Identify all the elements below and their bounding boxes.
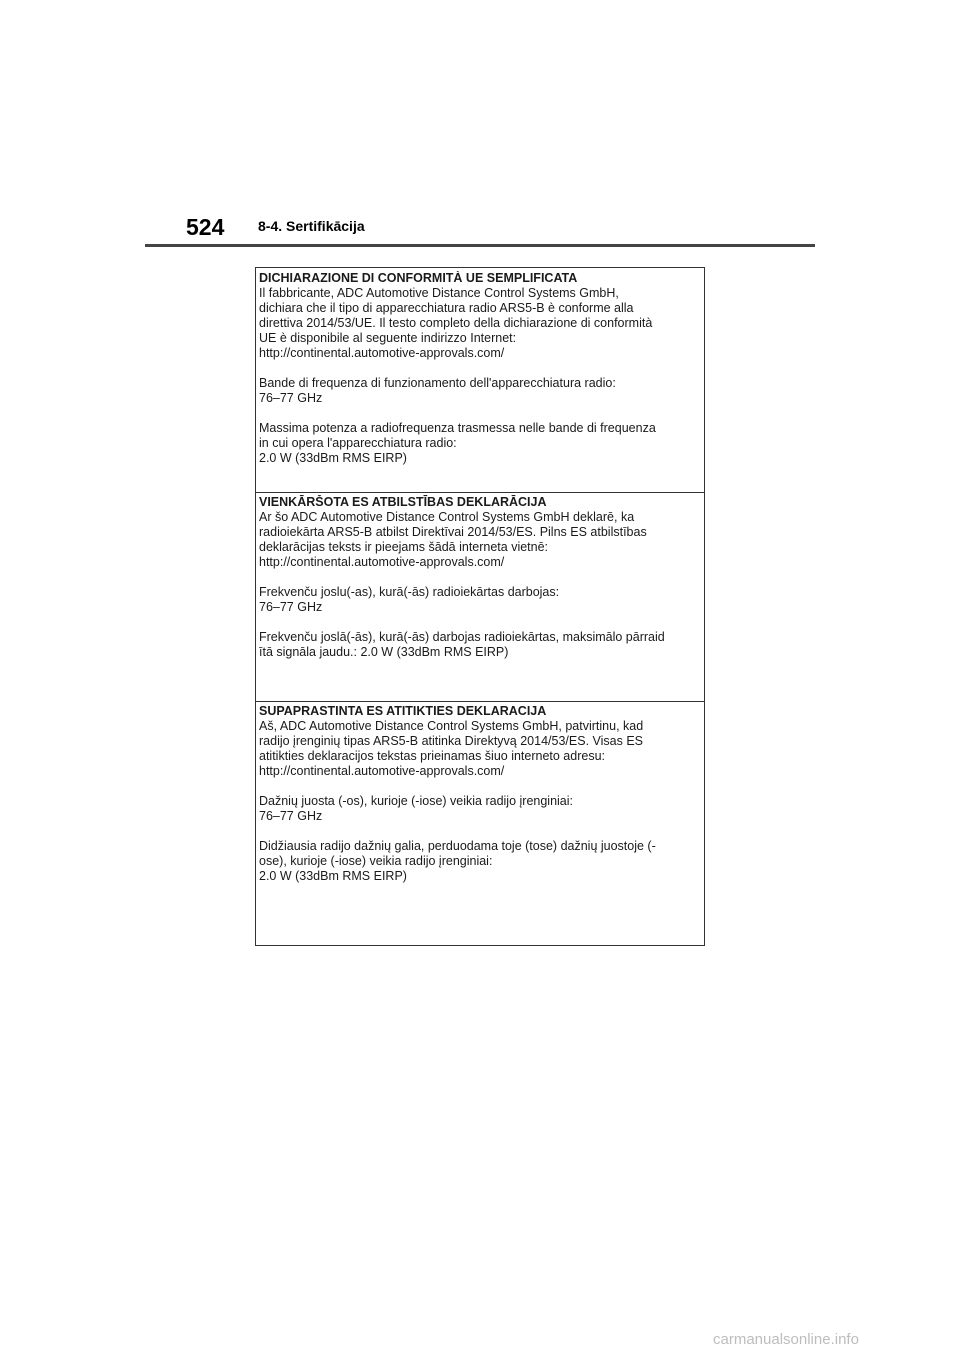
declaration-line: Bande di frequenza di funzionamento dell'apparecchiatura radio: xyxy=(259,376,616,390)
declaration-box xyxy=(255,267,705,946)
power-value: 2.0 W (33dBm RMS EIRP) xyxy=(259,869,407,883)
declaration-line: radioiekārta ARS5-B atbilst Direktīvai 2014/53/ES. Pilns ES atbilstības xyxy=(259,525,647,539)
declaration-line: Ar šo ADC Automotive Distance Control Systems GmbH deklarē, ka xyxy=(259,510,635,524)
declaration-url: http://continental.automotive-approvals.com/ xyxy=(259,555,505,569)
blank-line xyxy=(259,615,704,630)
frequency-value: 76–77 GHz xyxy=(259,809,323,823)
blank-line xyxy=(259,824,704,839)
blank-line xyxy=(259,406,704,421)
declaration-italian xyxy=(256,271,704,466)
declaration-url: http://continental.automotive-approvals.com/ xyxy=(259,764,505,778)
blank-line xyxy=(259,570,704,585)
frequency-value: 76–77 GHz xyxy=(259,600,323,614)
section-title: 8-4. Sertifikācija xyxy=(258,218,365,234)
declaration-title: DICHIARAZIONE DI CONFORMITÀ UE SEMPLIFICATA xyxy=(259,271,578,285)
declaration-latvian xyxy=(256,495,704,660)
declaration-line: atitikties deklaracijos tekstas prieinamas šiuo interneto adresu: xyxy=(259,749,606,763)
declaration-line: deklarācijas teksts ir pieejams šādā interneta vietnē: xyxy=(259,540,549,554)
declaration-url: http://continental.automotive-approvals.com/ xyxy=(259,346,505,360)
power-value: ītā signāla jaudu.: 2.0 W (33dBm RMS EIRP) xyxy=(259,645,509,659)
blank-line xyxy=(259,361,704,376)
declaration-line: Massima potenza a radiofrequenza trasmessa nelle bande di frequenza xyxy=(259,421,656,435)
section-divider xyxy=(256,492,704,493)
section-divider xyxy=(256,701,704,702)
declaration-line: Il fabbricante, ADC Automotive Distance Control Systems GmbH, xyxy=(259,286,619,300)
declaration-line: Frekvenču joslā(-ās), kurā(-ās) darbojas radioiekārtas, maksimālo pārraid xyxy=(259,630,665,644)
declaration-title: SUPAPRASTINTA ES ATITIKTIES DEKLARACIJA xyxy=(259,704,547,718)
declaration-line: ose), kurioje (-iose) veikia radijo įrenginiai: xyxy=(259,854,493,868)
declaration-line: Frekvenču joslu(-as), kurā(-ās) radioiekārtas darbojas: xyxy=(259,585,560,599)
declaration-line: radijo įrenginių tipas ARS5-B atitinka Direktyvą 2014/53/ES. Visas ES xyxy=(259,734,643,748)
declaration-lithuanian xyxy=(256,704,704,884)
declaration-line: Aš, ADC Automotive Distance Control Systems GmbH, patvirtinu, kad xyxy=(259,719,644,733)
declaration-line: in cui opera l'apparecchiatura radio: xyxy=(259,436,457,450)
header-divider xyxy=(145,244,815,247)
declaration-line: direttiva 2014/53/UE. Il testo completo della dichiarazione di conformità xyxy=(259,316,653,330)
declaration-title: VIENKĀRŠOTA ES ATBILSTĪBAS DEKLARĀCIJA xyxy=(259,495,547,509)
frequency-value: 76–77 GHz xyxy=(259,391,323,405)
watermark: carmanualsonline.info xyxy=(713,1331,859,1348)
power-value: 2.0 W (33dBm RMS EIRP) xyxy=(259,451,407,465)
declaration-line: Didžiausia radijo dažnių galia, perduodama toje (tose) dažnių juostoje (- xyxy=(259,839,656,853)
page-number: 524 xyxy=(186,214,225,240)
declaration-line: dichiara che il tipo di apparecchiatura radio ARS5-B è conforme alla xyxy=(259,301,634,315)
blank-line xyxy=(259,779,704,794)
declaration-line: UE è disponibile al seguente indirizzo Internet: xyxy=(259,331,517,345)
declaration-line: Dažnių juosta (-os), kurioje (-iose) veikia radijo įrenginiai: xyxy=(259,794,574,808)
